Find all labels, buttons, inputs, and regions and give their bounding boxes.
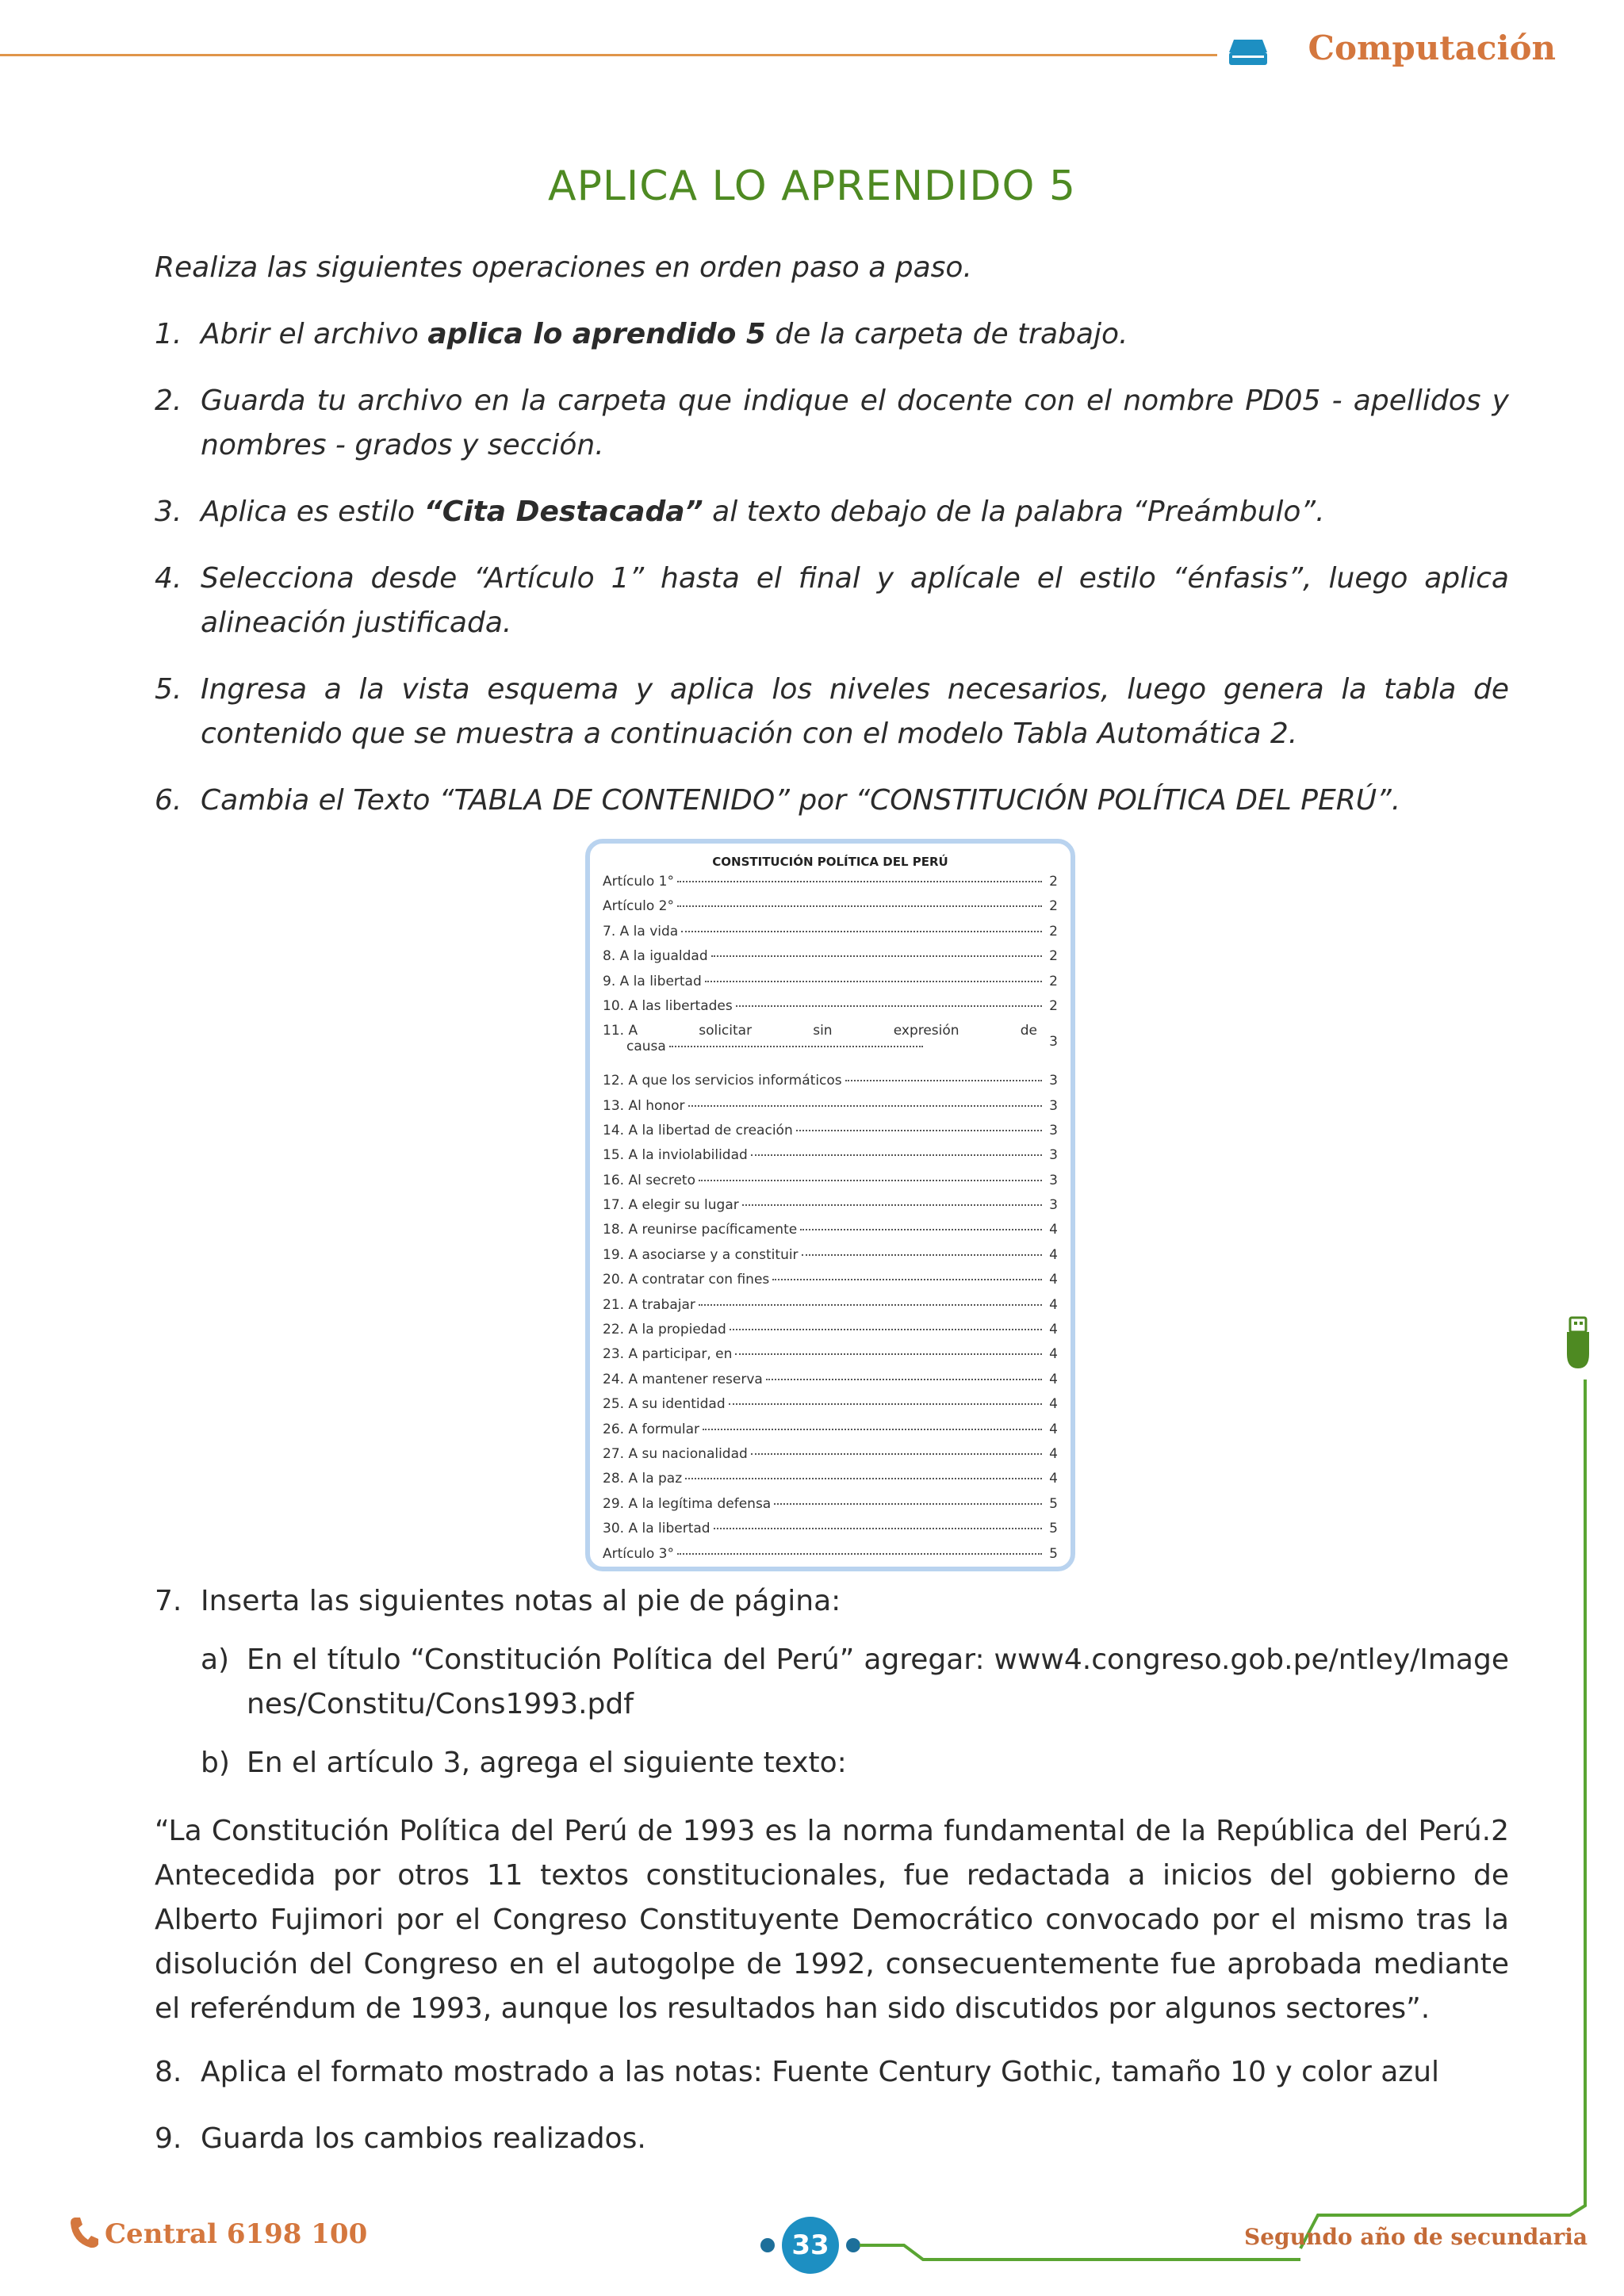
step-text: Guarda los cambios realizados. [201,2122,646,2155]
toc-entry-label: 21. A trabajar [603,1296,695,1313]
toc-entry-page: 3 [1049,1172,1058,1188]
toc-entry [603,1098,1058,1123]
toc-leader [714,1528,1042,1529]
toc-leader [802,1254,1042,1256]
toc-entry [603,1396,1058,1421]
toc-entry-label: 16. Al secreto [603,1172,695,1188]
toc-entry [603,1546,1058,1571]
toc-entry-page: 2 [1049,973,1058,989]
toc-entry-page: 2 [1049,997,1058,1014]
toc-entry [603,1222,1058,1246]
toc-leader [681,931,1042,932]
page-number: 33 [782,2217,839,2274]
toc-entry [603,924,1058,948]
toc-entry-label: 26. A formular [603,1421,700,1437]
step-text: Ingresa a la vista esquema y aplica los niveles necesarios, luego genera la tabla de contenido que se muestra a continuación con el modelo Tabla Automática 2. [201,673,1509,750]
step-2 [155,379,1509,468]
toc-entry-page: 4 [1049,1471,1058,1487]
step-text: Selecciona desde “Artículo 1” hasta el final y aplícale el estilo “énfasis”, luego aplica alineación justificada. [201,562,1509,639]
toc-entry-page: 3 [1049,1073,1058,1089]
toc-entry-label: 14. A la libertad de creación [603,1122,793,1138]
toc-leader [751,1154,1042,1156]
step-5 [155,668,1509,756]
step-9 [155,2117,1509,2161]
toc-entry-page: 3 [1049,1097,1058,1114]
step-text: Abrir el archivo [201,318,428,350]
step-number: 3. [155,496,182,528]
toc-entry-label: 17. A elegir su lugar [603,1197,739,1214]
toc-entry-label: 29. A la legítima defensa [603,1495,772,1512]
toc-entry [603,898,1058,923]
step-text: Aplica el formato mostrado a las notas: Fuente Century Gothic, tamaño 10 y color azul [201,2056,1440,2088]
decorative-line [1584,1380,1587,2188]
toc-entry-page: 4 [1049,1272,1058,1288]
toc-entry-page: 3 [1049,1197,1058,1214]
toc-entry-page: 3 [1049,1122,1058,1138]
toc-entry-word: sin [813,1023,833,1039]
step-number: 8. [155,2056,182,2088]
page-dot [760,2238,775,2252]
step-text: de la carpeta de trabajo. [765,318,1128,350]
toc-entry-page: 4 [1049,1322,1058,1338]
toc-entry-page: 2 [1049,874,1058,890]
toc-entry-page: 3 [1049,1147,1058,1164]
substep-text: En el artículo 3, agrega el siguiente texto: [247,1747,847,1779]
toc-entry-word: de [1020,1023,1037,1039]
toc-entry [603,1521,1058,1545]
toc-entry [603,1123,1058,1147]
toc-entry [603,1446,1058,1471]
substep-text: En el título “Constitución Política del Perú” agregar: www4.congreso.gob.pe/ntley/Imagenes/Constitu/Cons1993.pdf [247,1644,1509,1720]
toc-entry-label: 28. A la paz [603,1471,683,1487]
toc-entry-label: 13. Al honor [603,1097,685,1114]
table-of-contents [585,839,1075,1571]
toc-leader [845,1080,1042,1081]
toc-leader [742,1204,1042,1206]
step-number: 2. [155,385,182,417]
step-8 [155,2050,1509,2095]
step-1 [155,312,1509,357]
toc-entry-page: 4 [1049,1396,1058,1413]
step-number: 4. [155,562,182,595]
hard-drive-icon [1228,36,1269,68]
toc-leader [766,1379,1042,1380]
toc-entry-label: 8. A la igualdad [603,948,708,965]
toc-entry-label: 7. A la vida [603,923,679,939]
toc-entry [603,1173,1058,1197]
toc-entry [603,1297,1058,1322]
grade-label: Segundo año de secundaria [1244,2224,1588,2250]
toc-entry [603,948,1058,973]
step-6 [155,779,1509,823]
toc-entry-label: 22. A la propiedad [603,1322,726,1338]
toc-leader [729,1403,1042,1405]
toc-entry-page: 4 [1049,1222,1058,1238]
toc-entry-label: causa [626,1039,666,1055]
toc-entry-page: 4 [1049,1446,1058,1462]
toc-entry [603,998,1058,1023]
toc-entry-page: 4 [1049,1421,1058,1437]
toc-entry-label: 30. A la libertad [603,1521,710,1537]
toc-leader [699,1180,1042,1181]
toc-leader [705,981,1042,982]
toc-entry [603,1471,1058,1495]
toc-leader [703,1429,1042,1430]
toc-entry-label: 25. A su identidad [603,1396,726,1413]
substep-letter: b) [201,1747,230,1779]
header-rule [0,54,1217,56]
toc-entry-label: 15. A la inviolabilidad [603,1147,748,1164]
toc-entry [603,1247,1058,1272]
toc-entry-label: 27. A su nacionalidad [603,1446,748,1462]
toc-entry-page: 2 [1049,923,1058,939]
toc-leader [800,1229,1042,1230]
toc-entry-page: 5 [1049,1521,1058,1537]
toc-entry [603,1023,1058,1073]
toc-entries [603,874,1058,1571]
step-number: 5. [155,673,182,706]
toc-entry [603,1322,1058,1346]
toc-entry [603,874,1058,898]
toc-entry-label: Artículo 1° [603,874,674,890]
toc-leader [677,1553,1042,1555]
toc-entry [603,1372,1058,1396]
toc-entry-page: 4 [1049,1371,1058,1387]
toc-entry-label: 10. A las libertades [603,997,733,1014]
toc-leader [688,1105,1042,1107]
substep-letter: a) [201,1644,230,1676]
toc-leader [730,1329,1042,1330]
toc-leader [736,1005,1042,1007]
substep-b [201,1741,1509,1785]
step-number: 6. [155,784,182,817]
toc-entry [603,1197,1058,1222]
toc-entry [603,1346,1058,1371]
toc-entry-label: 20. A contratar con fines [603,1272,770,1288]
toc-entry [603,1422,1058,1446]
toc-leader [772,1279,1042,1280]
style-name: “Cita Destacada” [423,496,703,528]
step-text: Guarda tu archivo en la carpeta que indique el docente con el nombre PD05 - apellidos y nombres - grados y sección. [201,385,1509,461]
toc-leader [751,1453,1042,1455]
phone-number: Central 6198 100 [105,2218,368,2250]
step-3 [155,490,1509,534]
toc-leader [711,955,1042,957]
toc-leader [685,1478,1042,1479]
toc-entry-page: 2 [1049,948,1058,965]
step-text: Cambia el Texto “TABLA DE CONTENIDO” por “CONSTITUCIÓN POLÍTICA DEL PERÚ”. [201,784,1401,817]
step-7 [155,1579,1509,1624]
step-text: Aplica es estilo [201,496,424,528]
toc-entry-word: expresión [893,1023,959,1039]
step-text: al texto debajo de la palabra “Preámbulo”. [703,496,1325,528]
phone-icon [68,2215,100,2250]
step-number: 7. [155,1585,182,1617]
toc-entry-page: 5 [1049,1545,1058,1562]
toc-leader [669,1046,923,1047]
toc-entry-page: 3 [1049,1034,1058,1050]
step-number: 9. [155,2122,182,2155]
toc-entry-label: 9. A la libertad [603,973,702,989]
toc-entry-page: 2 [1049,898,1058,915]
toc-entry [603,1147,1058,1172]
toc-entry-label: 19. A asociarse y a constituir [603,1246,799,1263]
toc-entry-page: 4 [1049,1246,1058,1263]
toc-entry-label: Artículo 2° [603,898,674,915]
toc-entry-word: solicitar [699,1023,753,1039]
toc-leader [735,1353,1042,1355]
section-title: Computación [1308,29,1556,67]
intro-text: Realiza las siguientes operaciones en orden paso a paso. [155,251,972,284]
toc-leader [699,1304,1042,1306]
footer-line [860,2236,1304,2267]
step-4 [155,557,1509,645]
file-name: aplica lo aprendido 5 [427,318,766,350]
toc-entry [603,1073,1058,1097]
toc-entry-word: 11. A [603,1023,638,1039]
toc-leader [774,1503,1042,1505]
toc-entry [603,1496,1058,1521]
toc-leader [677,881,1042,882]
step-text: Inserta las siguientes notas al pie de página: [201,1585,841,1617]
toc-entry-label: Artículo 3° [603,1545,674,1562]
toc-entry-page: 4 [1049,1346,1058,1363]
toc-entry [603,1272,1058,1296]
page-title: APLICA LO APRENDIDO 5 [548,163,1076,210]
page-dot [846,2238,860,2252]
toc-entry [603,974,1058,998]
substep-a [201,1638,1509,1727]
toc-entry-label: 24. A mantener reserva [603,1371,763,1387]
toc-leader [796,1130,1042,1131]
toc-leader [677,905,1042,907]
toc-entry-label: 12. A que los servicios informáticos [603,1073,842,1089]
step-number: 1. [155,318,182,350]
toc-entry-page: 5 [1049,1495,1058,1512]
usb-icon [1562,1316,1594,1372]
toc-entry-page: 4 [1049,1296,1058,1313]
toc-entry-label: 23. A participar, en [603,1346,733,1363]
constitution-quote: “La Constitución Política del Perú de 1993 es la norma fundamental de la República del Perú.2 Antecedida por otros 11 textos constitucionales, fue redactada a inicios del gobierno de Alberto Fujimori por el Congreso Constituyente Democrático convocado por el mismo tras la disolución del Congreso en el autogolpe de 1992, consecuentemente fue aprobada mediante el referéndum de 1993, aunque los resultados han sido discutidos por algunos sectores”. [155,1815,1509,2025]
toc-entry-label: 18. A reunirse pacíficamente [603,1222,798,1238]
toc-title: CONSTITUCIÓN POLÍTICA DEL PERÚ [712,855,948,869]
